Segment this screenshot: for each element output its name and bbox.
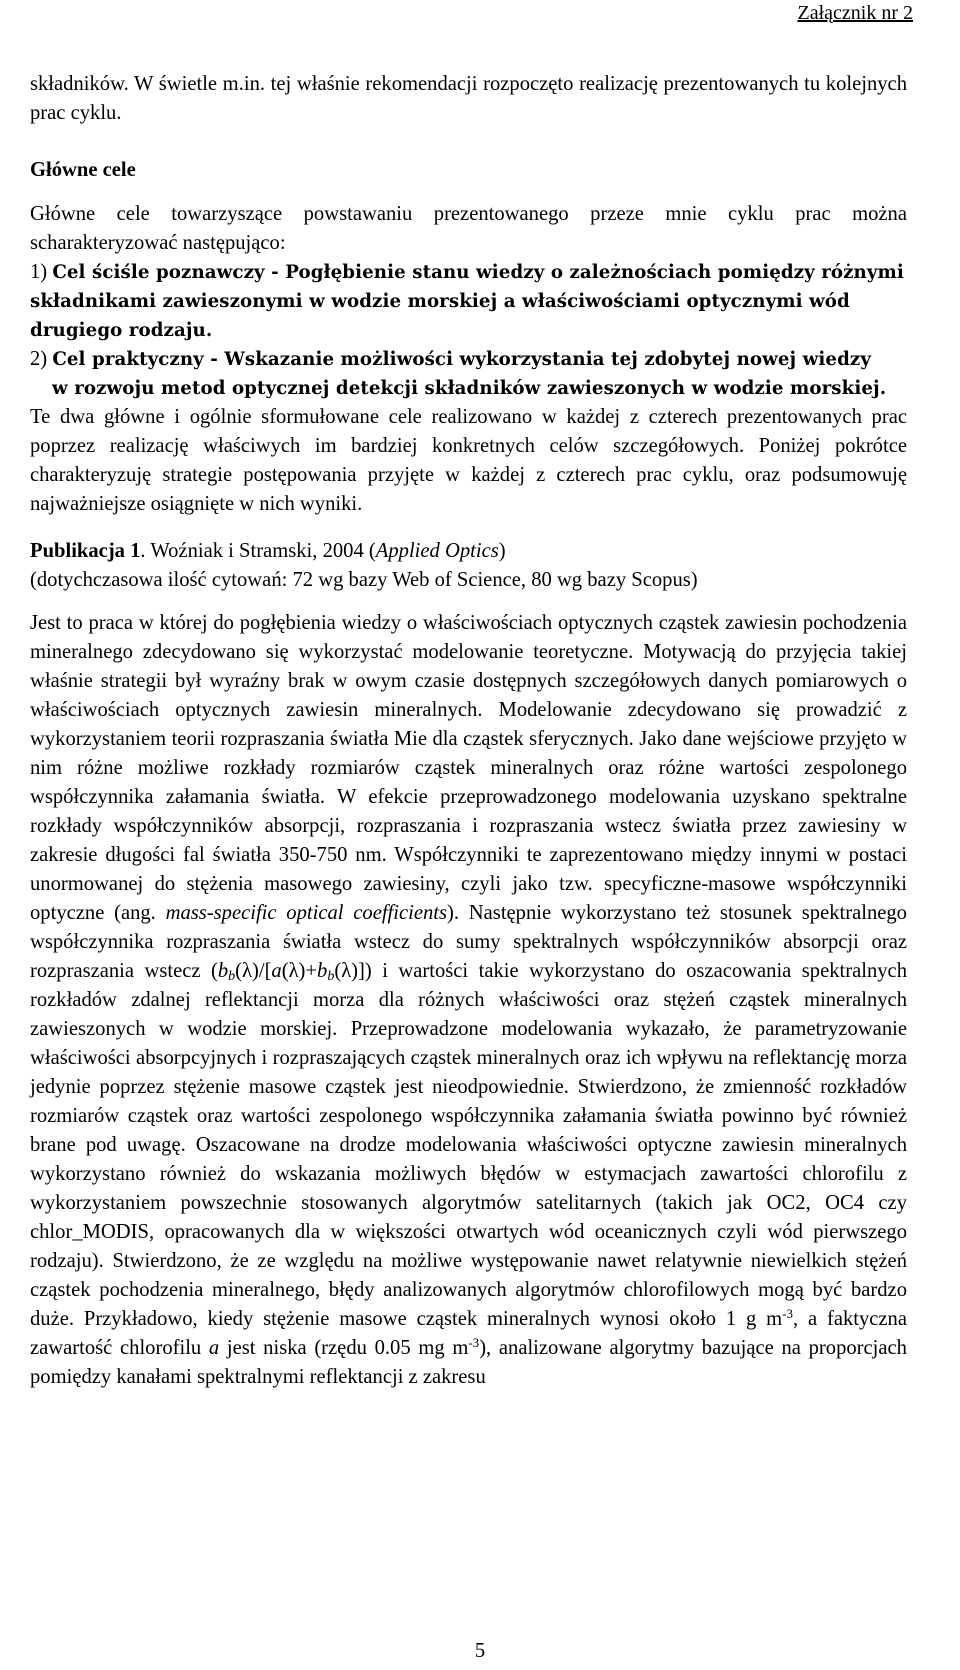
superscript-2: -3 bbox=[468, 1335, 480, 1350]
publication-citations-count: (dotychczasowa ilość cytowań: 72 wg bazy Web of Science, 80 wg bazy Scopus) bbox=[30, 569, 698, 591]
goal-2-line-2: w rozwoju metod optycznej detekcji składników zawieszonych w wodzie morskiej. bbox=[52, 378, 887, 399]
formula-b1-sub: b bbox=[228, 969, 236, 984]
publication-authors: . Woźniak i Stramski, 2004 ( bbox=[140, 540, 376, 562]
goals-intro: Główne cele towarzyszące powstawaniu prezentowanego przeze mnie cyklu prac można scharakteryzować następująco: bbox=[30, 203, 907, 254]
publication-citation-close: ) bbox=[498, 540, 506, 562]
formula-end: (λ)] bbox=[334, 960, 365, 982]
formula-mid-2: (λ)+ bbox=[281, 960, 318, 982]
body-part-5: jest niska (rzędu 0.05 mg m bbox=[219, 1337, 469, 1359]
body-part-6: ), analizowane algorytmy bazujące na proporcjach pomiędzy kanałami spektralnymi reflektancji z zakresu bbox=[30, 1337, 907, 1388]
goal-1-cont-a bbox=[30, 287, 907, 316]
superscript-1: -3 bbox=[782, 1306, 793, 1321]
publication-header bbox=[30, 537, 907, 595]
publication-description bbox=[30, 609, 907, 1392]
page-number: 5 bbox=[474, 1640, 486, 1662]
goal-1-line-1: Cel ściśle poznawczy - Pogłębienie stanu wiedzy o zależnościach pomiędzy różnymi bbox=[52, 262, 904, 283]
intro-paragraph: składników. W świetle m.in. tej właśnie rekomendacji rozpoczęto realizację prezentowanych tu kolejnych prac cyklu. bbox=[30, 73, 907, 124]
goal-2 bbox=[30, 345, 907, 374]
body-part-4: , a faktyczna zawartość chlorofilu bbox=[30, 1308, 907, 1359]
formula-b2: b bbox=[317, 960, 328, 982]
formula-b2-sub: b bbox=[327, 969, 335, 984]
formula-b1: b bbox=[217, 960, 229, 982]
body-italic-a: a bbox=[208, 1337, 220, 1359]
body-part-1: Jest to praca w której do pogłębienia wiedzy o właściwościach optycznych cząstek zawiesin pochodzenia mineralnego zdecydowano się wykorzystać modelowanie teoretyczne. Motywacją do przyjęcia takiej właśnie strategii był wyraźny brak w owym czasie dostępnych szczegółowych danych pomiarowych o właściwościach optycznych zawiesin mineralnych. Modelowanie zdecydowano się prowadzić z wykorzystaniem teorii rozpraszania światła Mie dla cząstek sferycznych. Jako dane wejściowe przyjęto w nim różne możliwe rozkłady rozmiarów cząstek mineralnych oraz różne wartości zespolonego współczynnika załamania światła. W efekcie przeprowadzonego modelowania uzyskano spektralne rozkłady współczynników absorpcji, rozpraszania i rozpraszania wstecz światła przez zawiesiny w zakresie długości fal światła 350-750 nm. Współczynniki te zaprezentowano między innymi w postaci unormowanej do stężenia masowego zawiesiny, czyli jako tzw. specyficzne-masowe współczynniki optyczne (ang. bbox=[30, 612, 907, 924]
goal-1-number: 1) bbox=[30, 261, 48, 283]
goal-2-number: 2) bbox=[30, 348, 48, 370]
goal-1-line-2: składnikami zawieszonymi w wodzie morskiej a właściwościami optycznymi wód bbox=[30, 291, 850, 312]
goal-2-line-1: Cel praktyczny - Wskazanie możliwości wykorzystania tej zdobytej nowej wiedzy bbox=[52, 349, 872, 370]
formula-a: a bbox=[271, 960, 282, 982]
publication-citation bbox=[30, 537, 907, 566]
goal-1-cont-b bbox=[30, 316, 907, 345]
goal-2-cont bbox=[30, 374, 907, 403]
formula-mid-1: (λ)/[ bbox=[235, 960, 272, 982]
attachment-label: Załącznik nr 2 bbox=[797, 2, 913, 24]
goals-summary: Te dwa główne i ogólnie sformułowane cele realizowano w każdej z czterech prezentowanych prac poprzez realizację właściwych im bardziej konkretnych celów szczegółowych. Poniżej pokrótce charakteryzuję strategie postępowania przyjęte w każdej z czterech prac cyklu, oraz podsumowuję najważniejsze osiągnięte w nich wyniki. bbox=[30, 406, 907, 515]
section-heading: Główne cele bbox=[30, 159, 136, 181]
goal-1 bbox=[30, 258, 907, 287]
goal-1-line-3: drugiego rodzaju. bbox=[30, 320, 213, 341]
goals-section bbox=[30, 200, 907, 519]
publication-journal: Applied Optics bbox=[375, 540, 499, 562]
body-part-3: ) i wartości takie wykorzystano do oszacowania spektralnych rozkładów zdalnej reflektancji morza dla różnych właściwości oraz stężeń cząstek mineralnych zawieszonych w wodzie morskiej. Przeprowadzone modelowania wykazało, że parametryzowanie właściwości absorpcyjnych i rozpraszających cząstek mineralnych oraz ich wpływu na reflektancję morza jedynie poprzez stężenie masowe cząstek jest nieodpowiednie. Stwierdzono, że zmienność rozkładów rozmiarów cząstek oraz wartości zespolonego współczynnika załamania światła powinno być również brane pod uwagę. Oszacowane na drodze modelowania właściwości optyczne zawiesin mineralnych wykorzystano również do wskazania możliwych błędów w estymacjach zawartości chlorofilu z wykorzystaniem powszechnie stosowanych algorytmów satelitarnych (takich jak OC2, OC4 czy chlor_MODIS, opracowanych dla w większości otwartych wód oceanicznych czyli wód pierwszego rodzaju). Stwierdzono, że ze względu na możliwe występowanie nawet relatywnie niewielkich stężeń cząstek pochodzenia mineralnego, błędy analizowanych algorytmów chlorofilowych mogą być bardzo duże. Przykładowo, kiedy stężenie masowe cząstek mineralnych wynosi około 1 g m bbox=[30, 960, 907, 1330]
body-italic-term: mass-specific optical coefficients bbox=[165, 902, 448, 924]
publication-label: Publikacja 1 bbox=[30, 540, 141, 562]
body-part-2: ). Następnie wykorzystano też stosunek spektralnego współczynnika rozpraszania światła wstecz do sumy spektralnych współczynników absorpcji oraz rozpraszania wstecz ( bbox=[30, 902, 907, 982]
